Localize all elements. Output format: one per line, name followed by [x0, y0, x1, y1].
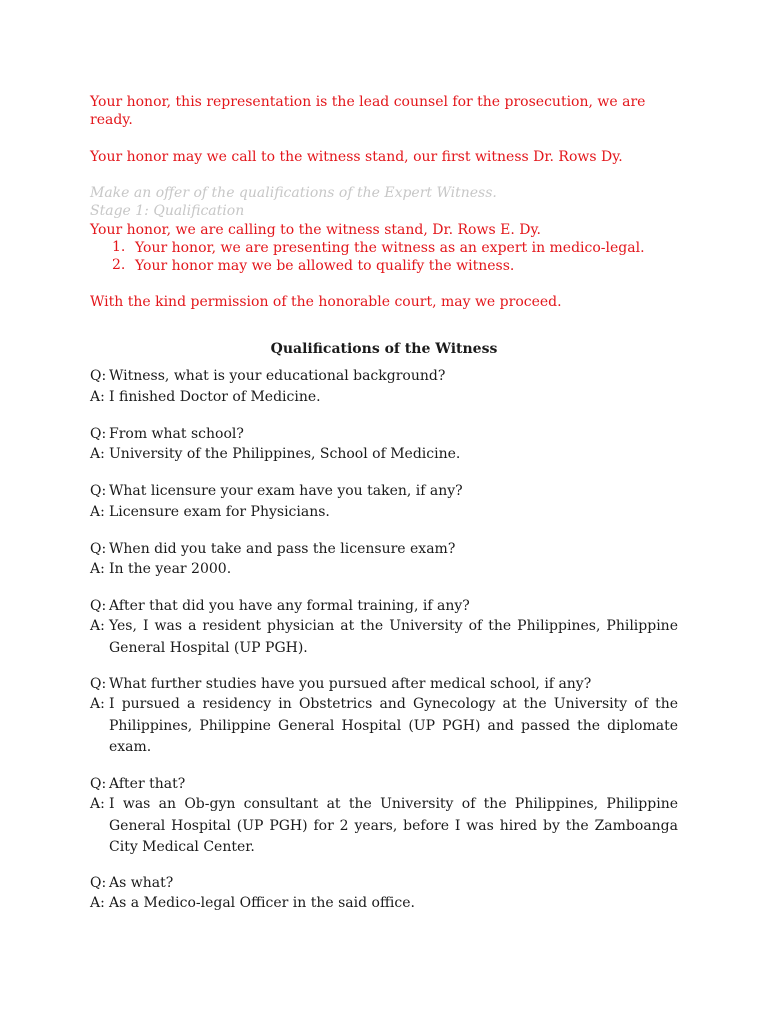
- answer-8: [90, 893, 678, 915]
- question-label: Q:: [90, 676, 107, 692]
- answer-text: University of the Philippines, School of Medicine.: [109, 446, 461, 462]
- question-5: [90, 596, 678, 618]
- note-stage-1: Stage 1: Qualification: [90, 203, 245, 219]
- question-label: Q:: [90, 776, 107, 792]
- answer-text: As a Medico-legal Officer in the said office.: [109, 895, 415, 911]
- answer-text: Yes, I was a resident physician at the University of the Philippines, Philippine General Hospital (UP PGH).: [109, 618, 678, 656]
- question-text: When did you take and pass the licensure exam?: [109, 541, 456, 557]
- question-6: [90, 674, 678, 696]
- question-1: [90, 366, 678, 388]
- answer-2: [90, 444, 678, 466]
- question-label: Q:: [90, 426, 107, 442]
- answer-text: I was an Ob-gyn consultant at the University of the Philippines, Philippine General Hospital (UP PGH) for 2 years, before I was hired by the Zamboanga City Medical Center.: [109, 796, 678, 855]
- question-2: [90, 424, 678, 446]
- question-text: From what school?: [109, 426, 244, 442]
- answer-text: Licensure exam for Physicians.: [109, 504, 330, 520]
- answer-label: A:: [90, 504, 105, 520]
- question-text: As what?: [109, 875, 174, 891]
- question-text: After that?: [109, 776, 186, 792]
- question-text: What licensure your exam have you taken, if any?: [109, 483, 463, 499]
- answer-label: A:: [90, 895, 105, 911]
- question-text: What further studies have you pursued after medical school, if any?: [109, 676, 592, 692]
- answer-text: I finished Doctor of Medicine.: [109, 389, 321, 405]
- question-4: [90, 539, 678, 561]
- question-8: [90, 873, 678, 895]
- question-text: After that did you have any formal training, if any?: [109, 598, 470, 614]
- answer-label: A:: [90, 696, 105, 712]
- offer-item-1-number: 1.: [112, 239, 126, 255]
- question-text: Witness, what is your educational background?: [109, 368, 446, 384]
- note-offer-qualifications: Make an offer of the qualifications of the Expert Witness.: [90, 185, 497, 201]
- question-label: Q:: [90, 875, 107, 891]
- section-title: Qualifications of the Witness: [270, 341, 498, 357]
- question-7: [90, 774, 678, 796]
- answer-3: [90, 502, 678, 524]
- intro-line-2: Your honor may we call to the witness stand, our first witness Dr. Rows Dy.: [90, 149, 623, 165]
- intro-line-1: Your honor, this representation is the lead counsel for the prosecution, we are: [90, 94, 646, 110]
- answer-7: [90, 794, 678, 859]
- intro-line-1-cont: ready.: [90, 112, 133, 128]
- offer-item-2-text: Your honor may we be allowed to qualify the witness.: [135, 258, 515, 274]
- answer-label: A:: [90, 389, 105, 405]
- answer-label: A:: [90, 618, 105, 634]
- answer-4: [90, 559, 678, 581]
- answer-text: In the year 2000.: [109, 561, 232, 577]
- closing-line: With the kind permission of the honorable court, may we proceed.: [90, 294, 562, 310]
- question-label: Q:: [90, 368, 107, 384]
- offer-line: Your honor, we are calling to the witness stand, Dr. Rows E. Dy.: [90, 222, 541, 238]
- answer-1: [90, 387, 678, 409]
- answer-label: A:: [90, 446, 105, 462]
- question-label: Q:: [90, 483, 107, 499]
- offer-item-2-number: 2.: [112, 257, 126, 273]
- offer-item-2: [0, 257, 768, 276]
- offer-item-1-text: Your honor, we are presenting the witness as an expert in medico-legal.: [135, 240, 645, 256]
- question-label: Q:: [90, 598, 107, 614]
- answer-5: [90, 616, 678, 659]
- answer-label: A:: [90, 796, 105, 812]
- offer-item-1: [0, 239, 768, 258]
- answer-label: A:: [90, 561, 105, 577]
- question-label: Q:: [90, 541, 107, 557]
- question-3: [90, 481, 678, 503]
- answer-text: I pursued a residency in Obstetrics and Gynecology at the University of the Philippines, Philippine General Hospital (UP PGH) and passed the diplomate exam.: [109, 696, 678, 755]
- answer-6: [90, 694, 678, 759]
